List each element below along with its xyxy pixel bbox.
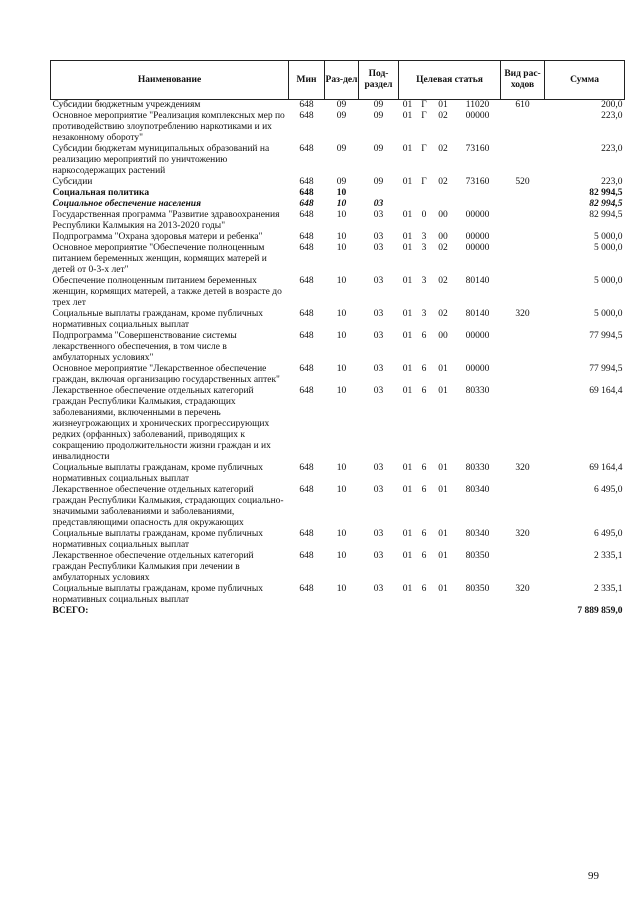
row-name: Социальное обеспечение населения	[52, 199, 201, 209]
row-podrazdel: 03	[373, 331, 384, 341]
row-podrazdel: 03	[373, 463, 384, 473]
row-sum: 223,0	[601, 177, 623, 187]
row-target-direction: 80330	[465, 386, 490, 396]
row-razdel: 10	[336, 551, 347, 561]
row-sum: 2 335,1	[594, 551, 623, 561]
row-target-event: 01	[438, 463, 448, 473]
row-target-program: 01	[402, 584, 413, 594]
budget-table-page	[50, 60, 624, 617]
row-min: 648	[299, 529, 314, 539]
row-vid	[501, 232, 545, 243]
row-target-event: 02	[438, 276, 448, 286]
row-sum: 82 994,5	[589, 188, 623, 198]
row-target-subprogram: 6	[421, 386, 427, 396]
table-row	[51, 243, 625, 276]
table-row	[51, 364, 625, 386]
table-row	[51, 551, 625, 584]
row-podrazdel: 03	[373, 210, 384, 220]
row-target-direction: 00000	[465, 111, 490, 121]
row-sum: 5 000,0	[594, 309, 623, 319]
row-target-program: 01	[402, 100, 413, 110]
table-row	[51, 584, 625, 606]
row-target-program: 01	[402, 210, 413, 220]
row-target-direction: 80350	[465, 551, 490, 561]
row-vid	[501, 210, 545, 232]
row-target-event	[432, 199, 455, 210]
row-podrazdel: 03	[373, 551, 384, 561]
row-sum: 82 994,5	[589, 199, 623, 209]
row-sum: 200,0	[601, 100, 623, 110]
row-target-program: 01	[402, 111, 413, 121]
row-razdel: 10	[336, 210, 347, 220]
row-sum: 223,0	[601, 111, 623, 121]
table-body	[51, 100, 625, 618]
row-target-subprogram: 3	[421, 232, 427, 242]
row-vid: 320	[515, 529, 530, 539]
row-razdel: 09	[336, 144, 347, 154]
row-target-event: 02	[438, 177, 448, 187]
row-razdel: 10	[336, 463, 347, 473]
row-name: ВСЕГО:	[52, 606, 89, 616]
row-name: Субсидии	[52, 177, 93, 187]
table-header-row	[51, 61, 625, 100]
row-vid	[501, 551, 545, 584]
row-vid	[501, 485, 545, 529]
table-row	[51, 309, 625, 331]
row-target-program: 01	[402, 232, 413, 242]
row-podrazdel: 03	[373, 199, 384, 209]
table-row	[51, 606, 625, 617]
row-name: Основное мероприятие "Реализация комплексных мер по противодействию злоупотреблению наркотиками и их незаконному обороту"	[52, 111, 285, 143]
row-min: 648	[299, 463, 314, 473]
header-podrazdel: Под-раздел	[359, 61, 399, 100]
row-vid	[501, 243, 545, 276]
row-target-program: 01	[402, 463, 413, 473]
header-min: Мин	[289, 61, 325, 100]
row-razdel: 10	[336, 232, 347, 242]
header-sum: Сумма	[545, 61, 625, 100]
row-target-event	[432, 188, 455, 199]
row-target-event: 01	[438, 364, 448, 374]
row-name: Лекарственное обеспечение отдельных категорий граждан Республики Калмыкия, страдающих заболеваниями, включенными в перечень жизнеугрожающих и хронических прогрессирующих редких (орфанных) заболеваний, приводящих к сокращению продолжительности жизни граждан и их инвалидности	[52, 386, 271, 462]
row-target-program: 01	[402, 529, 413, 539]
row-target-program: 01	[402, 243, 413, 253]
row-min	[289, 606, 325, 617]
row-target-subprogram: 0	[421, 210, 427, 220]
row-podrazdel: 03	[373, 309, 384, 319]
row-target-direction: 73160	[465, 144, 490, 154]
row-razdel: 10	[336, 188, 347, 198]
row-sum: 82 994,5	[589, 210, 623, 220]
row-target-event: 00	[438, 210, 448, 220]
row-razdel: 10	[336, 243, 347, 253]
row-target-subprogram: 3	[421, 309, 427, 319]
row-target-subprogram: 6	[421, 485, 427, 495]
table-row	[51, 111, 625, 144]
table-row	[51, 232, 625, 243]
row-target-event: 01	[438, 551, 448, 561]
row-podrazdel: 03	[373, 584, 384, 594]
row-target-subprogram	[417, 199, 432, 210]
row-min: 648	[299, 111, 314, 121]
row-name: Основное мероприятие "Обеспечение полноценным питанием беременных женщин, кормящих матерей и детей от 0-3-х лет"	[52, 243, 267, 275]
row-min: 648	[299, 386, 314, 396]
row-target-direction: 80140	[465, 309, 490, 319]
row-target-program	[399, 606, 417, 617]
row-target-event: 01	[438, 529, 448, 539]
row-min: 648	[299, 177, 314, 187]
row-target-subprogram: 6	[421, 584, 427, 594]
row-target-subprogram: 3	[421, 276, 427, 286]
row-vid: 320	[515, 463, 530, 473]
row-razdel: 10	[336, 309, 347, 319]
row-target-direction: 80140	[465, 276, 490, 286]
row-sum: 5 000,0	[594, 276, 623, 286]
row-name: Лекарственное обеспечение отдельных категорий граждан Республики Калмыкия при лечении в амбулаторных условиях	[52, 551, 254, 583]
row-target-program: 01	[402, 386, 413, 396]
row-target-subprogram: Г	[421, 144, 427, 154]
page-number: 99	[588, 870, 599, 882]
row-target-subprogram: Г	[421, 177, 427, 187]
row-razdel: 10	[336, 199, 347, 209]
row-target-subprogram: 3	[421, 243, 427, 253]
row-name: Обеспечение полноценным питанием беременных женщин, кормящих матерей, а также детей в возрасте до трех лет	[52, 276, 282, 308]
row-vid	[501, 364, 545, 386]
row-target-direction	[455, 188, 501, 199]
row-target-subprogram: Г	[421, 100, 427, 110]
row-target-direction: 11020	[465, 100, 490, 110]
row-min: 648	[299, 199, 314, 209]
row-target-event: 02	[438, 309, 448, 319]
row-sum: 5 000,0	[594, 243, 623, 253]
row-min: 648	[299, 331, 314, 341]
row-target-direction: 80340	[465, 529, 490, 539]
row-target-subprogram: 6	[421, 551, 427, 561]
row-name: Субсидии бюджетным учреждениям	[52, 100, 201, 110]
row-vid	[501, 144, 545, 177]
row-min: 648	[299, 243, 314, 253]
row-min: 648	[299, 551, 314, 561]
row-target-direction: 80350	[465, 584, 490, 594]
row-name: Субсидии бюджетам муниципальных образований на реализацию мероприятий по уничтожению наркосодержащих растений	[52, 144, 270, 176]
row-razdel: 10	[336, 584, 347, 594]
row-name: Социальные выплаты гражданам, кроме публичных нормативных социальных выплат	[52, 529, 263, 550]
table-row	[51, 210, 625, 232]
row-razdel: 09	[336, 111, 347, 121]
table-row	[51, 485, 625, 529]
row-min: 648	[299, 309, 314, 319]
row-min: 648	[299, 188, 314, 198]
row-min: 648	[299, 232, 314, 242]
row-target-event: 01	[438, 100, 448, 110]
row-sum: 77 994,5	[589, 364, 623, 374]
row-target-direction: 00000	[465, 210, 490, 220]
row-target-program	[399, 199, 417, 210]
row-name: Основное мероприятие "Лекарственное обеспечение граждан, включая организацию государственных аптек"	[52, 364, 280, 385]
row-target-program: 01	[402, 309, 413, 319]
row-podrazdel: 09	[373, 100, 384, 110]
row-podrazdel: 03	[373, 232, 384, 242]
row-target-program: 01	[402, 551, 413, 561]
table-row	[51, 199, 625, 210]
row-podrazdel: 09	[373, 177, 384, 187]
row-name: Социальные выплаты гражданам, кроме публичных нормативных социальных выплат	[52, 463, 263, 484]
row-vid: 320	[515, 309, 530, 319]
row-target-program: 01	[402, 364, 413, 374]
row-target-program: 01	[402, 331, 413, 341]
row-target-direction	[455, 199, 501, 210]
row-vid	[501, 188, 545, 199]
row-sum: 7 889 859,0	[577, 606, 623, 616]
table-row	[51, 177, 625, 188]
row-target-direction: 00000	[465, 331, 490, 341]
row-min: 648	[299, 584, 314, 594]
row-podrazdel: 03	[373, 364, 384, 374]
row-target-program	[399, 188, 417, 199]
row-min: 648	[299, 276, 314, 286]
row-razdel: 09	[336, 100, 347, 110]
row-target-subprogram: Г	[421, 111, 427, 121]
row-target-event: 02	[438, 243, 448, 253]
row-razdel	[325, 606, 359, 617]
row-podrazdel: 09	[373, 111, 384, 121]
row-sum: 6 495,0	[594, 529, 623, 539]
row-target-direction: 80340	[465, 485, 490, 495]
header-name: Наименование	[51, 61, 289, 100]
header-razdel: Раз-дел	[325, 61, 359, 100]
table-row	[51, 100, 625, 112]
row-razdel: 10	[336, 386, 347, 396]
row-target-event: 01	[438, 386, 448, 396]
row-min: 648	[299, 485, 314, 495]
budget-table	[50, 60, 625, 617]
row-podrazdel: 03	[373, 276, 384, 286]
row-target-direction	[455, 606, 501, 617]
row-razdel: 10	[336, 485, 347, 495]
row-name: Социальные выплаты гражданам, кроме публичных нормативных социальных выплат	[52, 584, 263, 605]
row-vid: 520	[515, 177, 530, 187]
header-vid: Вид рас-ходов	[501, 61, 545, 100]
row-min: 648	[299, 144, 314, 154]
row-name: Государственная программа "Развитие здравоохранения Республики Калмыкия на 2013-2020 годы"	[52, 210, 280, 231]
row-podrazdel: 03	[373, 243, 384, 253]
row-razdel: 09	[336, 177, 347, 187]
row-razdel: 10	[336, 331, 347, 341]
row-min: 648	[299, 364, 314, 374]
row-target-subprogram	[417, 188, 432, 199]
row-target-event: 00	[438, 331, 448, 341]
table-row	[51, 144, 625, 177]
table-row	[51, 386, 625, 463]
row-target-event: 01	[438, 584, 448, 594]
row-podrazdel: 03	[373, 485, 384, 495]
row-target-direction: 80330	[465, 463, 490, 473]
row-vid	[501, 111, 545, 144]
row-name: Подпрограмма "Совершенствование системы лекарственного обеспечения, в том числе в амбулаторных условиях"	[52, 331, 237, 363]
row-name: Социальная политика	[52, 188, 150, 198]
row-name: Лекарственное обеспечение отдельных категорий граждан Республики Калмыкия, страдающих социально-значимыми заболеваниями и заболеваниями, представляющими опасность для окружающих	[52, 485, 284, 528]
row-target-event: 00	[438, 232, 448, 242]
row-sum: 6 495,0	[594, 485, 623, 495]
table-row	[51, 463, 625, 485]
row-razdel: 10	[336, 276, 347, 286]
row-sum: 69 164,4	[589, 386, 623, 396]
row-target-direction: 73160	[465, 177, 490, 187]
row-target-event: 02	[438, 144, 448, 154]
row-podrazdel	[359, 188, 399, 199]
row-sum: 77 994,5	[589, 331, 623, 341]
row-vid	[501, 386, 545, 463]
row-podrazdel	[359, 606, 399, 617]
row-target-program: 01	[402, 144, 413, 154]
row-sum: 2 335,1	[594, 584, 623, 594]
row-min: 648	[299, 100, 314, 110]
row-target-event: 02	[438, 111, 448, 121]
row-target-program: 01	[402, 177, 413, 187]
row-target-event	[432, 606, 455, 617]
row-sum: 5 000,0	[594, 232, 623, 242]
row-min: 648	[299, 210, 314, 220]
row-name: Социальные выплаты гражданам, кроме публичных нормативных социальных выплат	[52, 309, 263, 330]
row-vid: 610	[515, 100, 530, 110]
table-row	[51, 331, 625, 364]
row-vid	[501, 331, 545, 364]
row-target-direction: 00000	[465, 243, 490, 253]
table-row	[51, 188, 625, 199]
row-razdel: 10	[336, 364, 347, 374]
row-vid	[501, 606, 545, 617]
row-target-subprogram: 6	[421, 364, 427, 374]
row-vid	[501, 276, 545, 309]
row-target-subprogram: 6	[421, 463, 427, 473]
row-target-subprogram: 6	[421, 529, 427, 539]
row-target-direction: 00000	[465, 364, 490, 374]
row-sum: 69 164,4	[589, 463, 623, 473]
row-podrazdel: 03	[373, 529, 384, 539]
row-vid	[501, 199, 545, 210]
row-target-program: 01	[402, 276, 413, 286]
row-vid: 320	[515, 584, 530, 594]
table-row	[51, 529, 625, 551]
row-razdel: 10	[336, 529, 347, 539]
row-name: Подпрограмма "Охрана здоровья матери и ребенка"	[52, 232, 263, 242]
row-target-subprogram	[417, 606, 432, 617]
row-target-event: 01	[438, 485, 448, 495]
row-target-program: 01	[402, 485, 413, 495]
row-target-subprogram: 6	[421, 331, 427, 341]
row-target-direction: 00000	[465, 232, 490, 242]
row-podrazdel: 09	[373, 144, 384, 154]
row-podrazdel: 03	[373, 386, 384, 396]
header-target: Целевая статья	[399, 61, 501, 100]
table-row	[51, 276, 625, 309]
row-sum: 223,0	[601, 144, 623, 154]
